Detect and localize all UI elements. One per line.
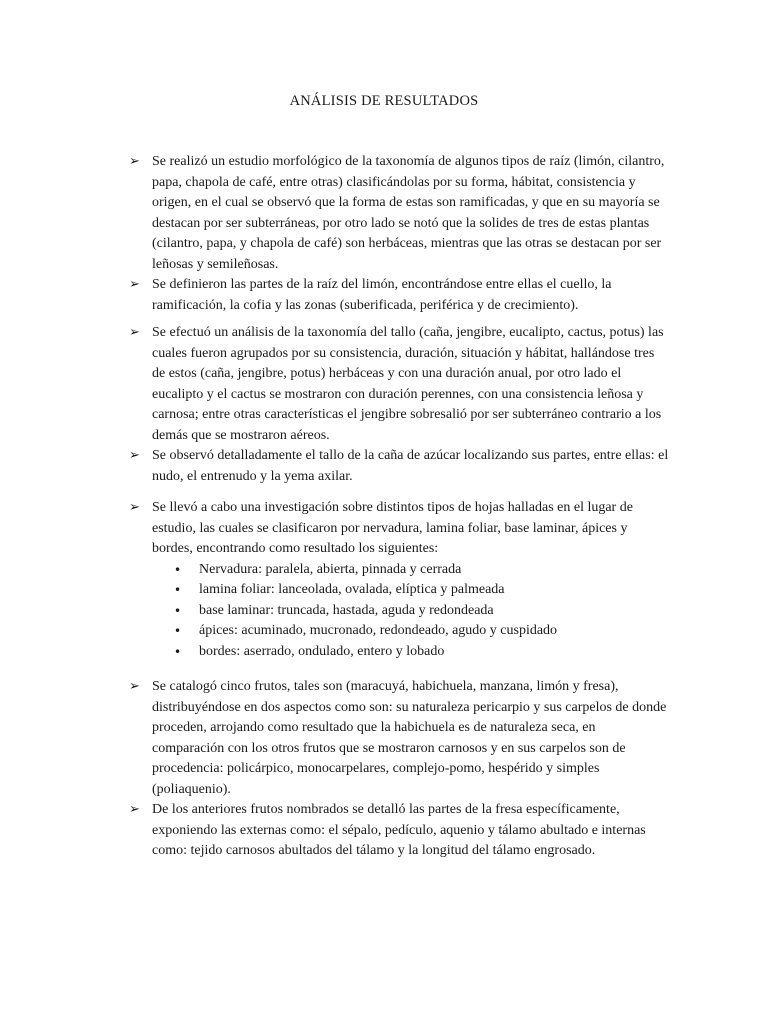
sub-list-item xyxy=(174,580,669,601)
bullet-dot-icon: • xyxy=(174,603,182,618)
sub-list-item xyxy=(174,621,669,642)
bullet-dot-icon: • xyxy=(174,583,182,597)
arrow-bullet-icon: ➢ xyxy=(129,500,140,515)
list-item xyxy=(129,677,669,800)
sub-list-text: bordes: aserrado, ondulado, entero y lobado xyxy=(199,643,445,659)
page-title: ANÁLISIS DE RESULTADOS xyxy=(289,93,479,109)
sub-list-item xyxy=(174,642,669,663)
sub-list-text: base laminar: truncada, hastada, aguda y redondeada xyxy=(199,602,494,618)
arrow-bullet-icon: ➢ xyxy=(129,154,140,169)
paragraph: De los anteriores frutos nombrados se detalló las partes de la fresa específicamente, exponiendo las externas como: el sépalo, pedículo, aquenio y tálamo abultado e internas como: tejido carnosos abultados del tálamo y la longitud del tálamo engrosado. xyxy=(152,802,646,858)
list-item xyxy=(129,275,669,316)
list-item xyxy=(129,152,669,275)
sub-list-container xyxy=(129,560,669,663)
paragraph: Se definieron las partes de la raíz del limón, encontrándose entre ellas el cuello, la ramificación, la cofia y las zonas (suberificada, periférica y de crecimiento). xyxy=(152,277,612,313)
section-leaves xyxy=(129,498,669,662)
paragraph: Se llevó a cabo una investigación sobre distintos tipos de hojas halladas en el lugar de estudio, las cuales se clasificaron por nervadura, lamina foliar, base laminar, ápices y bordes, encontrando como resultado los siguientes: xyxy=(152,500,633,556)
section-fruits xyxy=(129,677,669,862)
leaf-classification-list xyxy=(129,560,669,663)
sub-list-text: Nervadura: paralela, abierta, pinnada y cerrada xyxy=(199,561,462,577)
arrow-bullet-icon: ➢ xyxy=(129,325,140,340)
bullet-dot-icon: • xyxy=(174,644,182,659)
bullet-dot-icon: • xyxy=(174,624,182,638)
sub-list-item xyxy=(174,601,669,622)
paragraph: Se efectuó un análisis de la taxonomía del tallo (caña, jengibre, eucalipto, cactus, potus) las cuales fueron agrupados por su consistencia, duración, situación y hábitat, hallándose tres de estos (caña, jengibre, potus) herbáceas y con una duración anual, por otro lado el eucalipto y el cactus se mostraron con duración perennes, con una consistencia leñosa y carnosa; entre otras características el jengibre sobresalió por ser subterráneo contrario a los demás que se mostraron aéreos. xyxy=(152,325,664,443)
paragraph: Se realizó un estudio morfológico de la taxonomía de algunos tipos de raíz (limón, cilantro, papa, chapola de café, entre otras) clasificándolas por su forma, hábitat, consistencia y origen, en el cual se observó que la forma de estas son ramificadas, y que en su mayoría se destacan por ser subterráneas, por otro lado se notó que la solides de tres de estas plantas (cilantro, papa, y chapola de café) son herbáceas, mientras que las otras se destacan por ser leñosas y semileñosas. xyxy=(152,154,665,272)
bullet-dot-icon: • xyxy=(174,562,182,577)
paragraph: Se observó detalladamente el tallo de la caña de azúcar localizando sus partes, entre ellas: el nudo, el entrenudo y la yema axilar. xyxy=(152,448,669,484)
arrow-bullet-icon: ➢ xyxy=(129,679,140,694)
arrow-bullet-icon: ➢ xyxy=(129,448,140,463)
section-roots xyxy=(129,152,669,316)
list-item xyxy=(129,800,669,862)
list-item xyxy=(129,323,669,446)
arrow-bullet-icon: ➢ xyxy=(129,802,140,817)
sub-list-text: lamina foliar: lanceolada, ovalada, elíptica y palmeada xyxy=(199,582,505,597)
paragraph: Se catalogó cinco frutos, tales son (maracuyá, habichuela, manzana, limón y fresa), distribuyéndose en dos aspectos como son: su naturaleza pericarpio y sus carpelos de donde proceden, arrojando como resultado que la habichuela es de naturaleza seca, en comparación con los otros frutos que se mostraron carnosos y en sus carpelos son de procedencia: policárpico, monocarpelares, complejo-pomo, hespérido y simples (poliaquenio). xyxy=(152,679,667,797)
arrow-bullet-icon: ➢ xyxy=(129,277,140,292)
list-item xyxy=(129,498,669,560)
section-stems xyxy=(129,323,669,487)
list-item xyxy=(129,446,669,487)
sub-list-text: ápices: acuminado, mucronado, redondeado, agudo y cuspidado xyxy=(199,623,558,638)
sub-list-item xyxy=(174,560,669,581)
